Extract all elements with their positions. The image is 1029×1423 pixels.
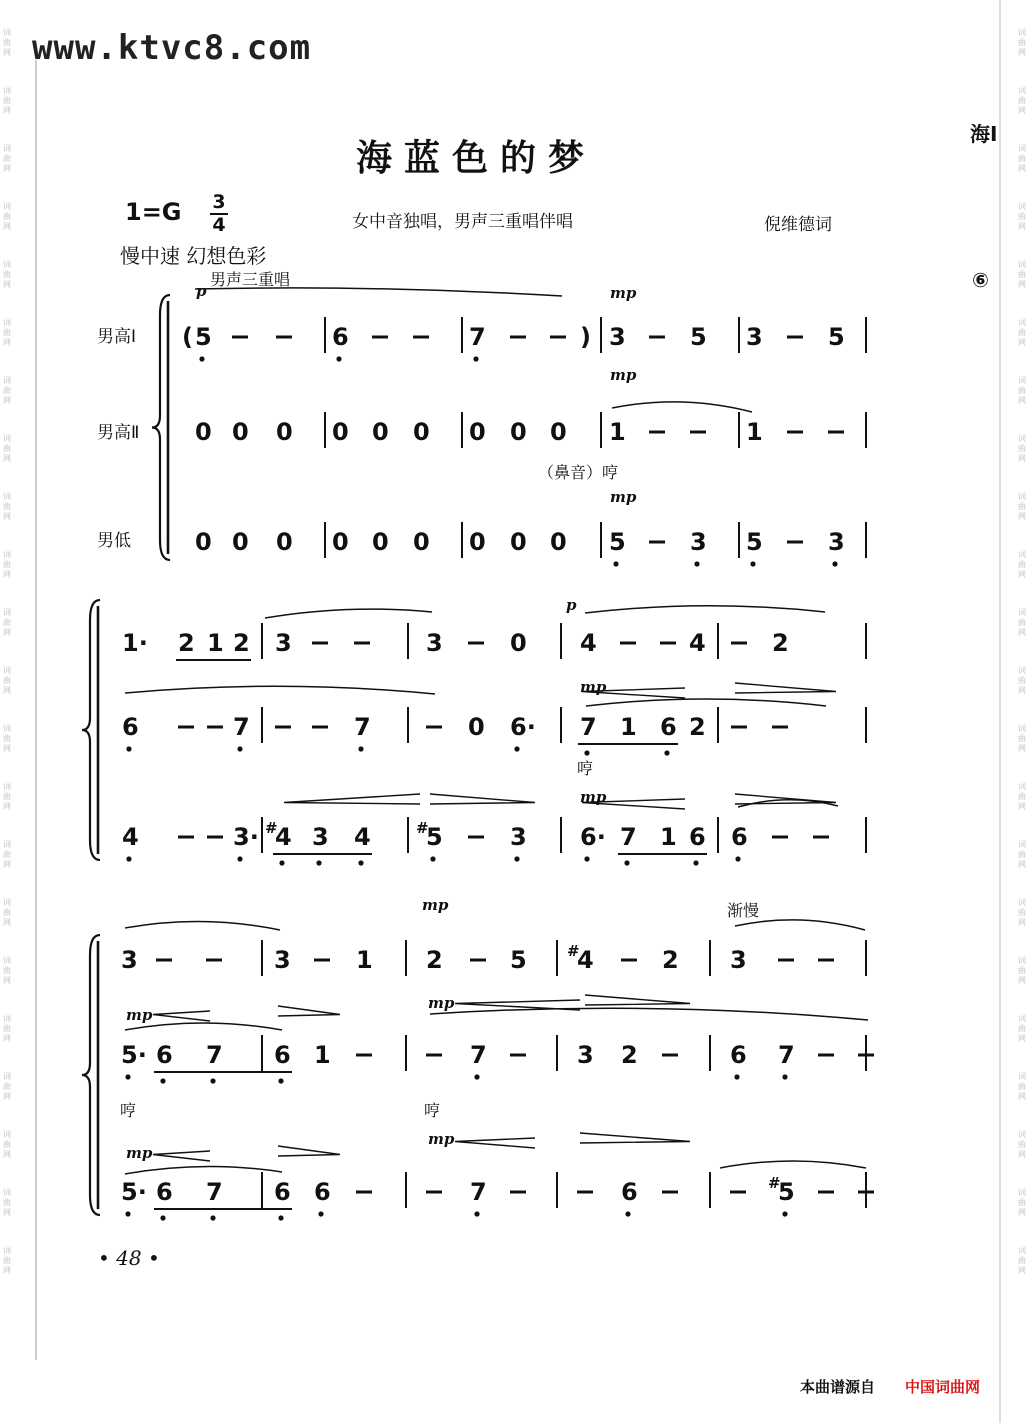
- dynamic-mp: mp: [428, 994, 455, 1012]
- numbered-note: 0: [550, 528, 567, 556]
- low-octave-dot: [125, 1211, 130, 1216]
- numbered-note: 6: [731, 823, 748, 851]
- sharp-sign: #: [265, 819, 278, 837]
- crescendo-hairpin: [582, 688, 685, 698]
- strip-glyphs: 词 曲 网: [3, 1014, 11, 1043]
- performers-note: 女中音独唱，男声三重唱伴唱: [352, 212, 573, 232]
- low-octave-dot: [613, 561, 618, 566]
- dynamic-mp: mp: [422, 896, 449, 914]
- slur-arc: [612, 402, 752, 412]
- numbered-note: 0: [195, 528, 212, 556]
- part-note: 男声三重唱: [210, 270, 291, 289]
- numbered-note: 5: [510, 946, 527, 974]
- low-octave-dot: [734, 1074, 739, 1079]
- time-signature-bottom: 4: [212, 214, 226, 236]
- low-octave-dot: [514, 746, 519, 751]
- sharp-sign: #: [567, 942, 580, 960]
- decrescendo-hairpin: [278, 1006, 340, 1016]
- low-octave-dot: [750, 561, 755, 566]
- dynamic-mp: mp: [610, 488, 637, 506]
- numbered-note: 7: [469, 323, 486, 351]
- numbered-note: 2: [621, 1041, 638, 1069]
- numbered-note: 7: [580, 713, 597, 741]
- dynamic-mp: mp: [610, 366, 637, 384]
- numbered-note: 6: [274, 1178, 291, 1206]
- time-signature-top: 3: [212, 191, 226, 213]
- strip-glyphs: 词 曲 网: [3, 28, 11, 57]
- voice-label-tenor-2: 男高Ⅱ: [97, 423, 140, 443]
- lyric-hum: 哼: [120, 1101, 137, 1120]
- numbered-note: 6: [156, 1178, 173, 1206]
- strip-glyphs: 词 曲 网: [3, 492, 11, 521]
- strip-glyphs: 词 曲 网: [3, 550, 11, 579]
- slur-arc: [125, 1023, 282, 1030]
- numbered-note: 5: [778, 1178, 795, 1206]
- numbered-note: 0: [510, 418, 527, 446]
- numbered-note: 3: [426, 629, 443, 657]
- key-signature: 1=G: [125, 198, 182, 226]
- numbered-note: 5: [746, 528, 763, 556]
- strip-glyphs: 词 曲 网: [3, 434, 11, 463]
- dynamic-p: p: [566, 596, 577, 614]
- slur-arc: [125, 686, 435, 694]
- numbered-note: 6: [621, 1178, 638, 1206]
- strip-glyphs: 词 曲 网: [1018, 1188, 1026, 1217]
- numbered-note: 0: [332, 528, 349, 556]
- numbered-note: 1: [609, 418, 626, 446]
- numbered-note: 5·: [121, 1041, 147, 1069]
- numbered-note: 3: [274, 946, 291, 974]
- strip-glyphs: 词 曲 网: [1018, 434, 1026, 463]
- voice-label-bass: 男低: [97, 531, 131, 551]
- decrescendo-hairpin: [430, 794, 535, 804]
- numbered-note: 7: [620, 823, 637, 851]
- strip-glyphs: 词 曲 网: [3, 1130, 11, 1159]
- lyric-hum: 哼: [424, 1101, 441, 1120]
- numbered-note: 5: [426, 823, 443, 851]
- numbered-note: 1: [356, 946, 373, 974]
- dynamic-mp: mp: [126, 1006, 153, 1024]
- strip-glyphs: 词 曲 网: [3, 86, 11, 115]
- numbered-note: 0: [332, 418, 349, 446]
- low-octave-dot: [625, 1211, 630, 1216]
- numbered-note: 0: [276, 528, 293, 556]
- low-octave-dot: [126, 856, 131, 861]
- strip-glyphs: 词 曲 网: [3, 898, 11, 927]
- slur-arc: [430, 1008, 868, 1020]
- strip-glyphs: 词 曲 网: [1018, 724, 1026, 753]
- page-number: • 48 •: [98, 1246, 160, 1270]
- strip-glyphs: 词 曲 网: [1018, 492, 1026, 521]
- strip-glyphs: 词 曲 网: [3, 202, 11, 231]
- low-octave-dot: [336, 356, 341, 361]
- decrescendo-hairpin: [278, 1146, 340, 1156]
- numbered-note: 1: [620, 713, 637, 741]
- crescendo-hairpin: [455, 1138, 535, 1148]
- low-octave-dot: [473, 356, 478, 361]
- decrescendo-hairpin: [585, 995, 690, 1005]
- strip-glyphs: 词 曲 网: [3, 260, 11, 289]
- low-octave-dot: [199, 356, 204, 361]
- strip-glyphs: 词 曲 网: [3, 1072, 11, 1101]
- low-octave-dot: [514, 856, 519, 861]
- low-octave-dot: [160, 1078, 165, 1083]
- numbered-note: 6·: [580, 823, 606, 851]
- numbered-note: 4: [122, 823, 139, 851]
- numbered-note: 3·: [233, 823, 259, 851]
- numbered-note: 0: [232, 418, 249, 446]
- low-octave-dot: [832, 561, 837, 566]
- numbered-note: 1: [660, 823, 677, 851]
- strip-glyphs: 词 曲 网: [1018, 28, 1026, 57]
- low-octave-dot: [316, 860, 321, 865]
- low-octave-dot: [584, 750, 589, 755]
- low-octave-dot: [782, 1211, 787, 1216]
- song-title: 海蓝色的梦: [356, 137, 597, 179]
- numbered-note: 3: [121, 946, 138, 974]
- dynamic-mp: mp: [126, 1144, 153, 1162]
- low-octave-dot: [125, 1074, 130, 1079]
- low-octave-dot: [474, 1211, 479, 1216]
- numbered-note: 7: [206, 1041, 223, 1069]
- strip-glyphs: 词 曲 网: [3, 376, 11, 405]
- lyricist-credit: 倪维德词: [764, 215, 832, 235]
- numbered-note: 6: [274, 1041, 291, 1069]
- strip-glyphs: 词 曲 网: [3, 318, 11, 347]
- slur-arc: [735, 920, 865, 930]
- slur-arc: [585, 606, 825, 613]
- numbered-note: 2: [233, 629, 250, 657]
- numbered-note: 3: [275, 629, 292, 657]
- source-site: 中国词曲网: [905, 1378, 981, 1396]
- numbered-note: 6: [314, 1178, 331, 1206]
- numbered-note: 7: [354, 713, 371, 741]
- numbered-note: 0: [468, 713, 485, 741]
- strip-glyphs: 词 曲 网: [1018, 376, 1026, 405]
- strip-glyphs: 词 曲 网: [1018, 956, 1026, 985]
- numbered-note: 0: [510, 528, 527, 556]
- low-octave-dot: [474, 1074, 479, 1079]
- strip-glyphs: 词 曲 网: [3, 608, 11, 637]
- numbered-note: 0: [413, 418, 430, 446]
- strip-glyphs: 词 曲 网: [3, 956, 11, 985]
- numbered-note: 6: [156, 1041, 173, 1069]
- tempo-change: 渐慢: [727, 901, 760, 920]
- strip-glyphs: 词 曲 网: [3, 724, 11, 753]
- dynamic-mp: mp: [428, 1130, 455, 1148]
- numbered-note: 7: [470, 1178, 487, 1206]
- slur-arc: [586, 699, 826, 706]
- numbered-note: 1: [207, 629, 224, 657]
- strip-glyphs: 词 曲 网: [1018, 260, 1026, 289]
- numbered-note: 3: [577, 1041, 594, 1069]
- crescendo-hairpin: [582, 799, 685, 809]
- numbered-note: 5: [195, 323, 212, 351]
- strip-glyphs: 词 曲 网: [1018, 550, 1026, 579]
- low-octave-dot: [318, 1211, 323, 1216]
- numbered-note: 5: [690, 323, 707, 351]
- strip-glyphs: 词 曲 网: [1018, 1072, 1026, 1101]
- slur-arc: [265, 609, 432, 618]
- numbered-note: 7: [206, 1178, 223, 1206]
- numbered-note: 0: [195, 418, 212, 446]
- crescendo-hairpin: [153, 1151, 210, 1161]
- strip-glyphs: 词 曲 网: [1018, 1246, 1026, 1275]
- numbered-note: 5·: [121, 1178, 147, 1206]
- numbered-note: 4: [275, 823, 292, 851]
- low-octave-dot: [624, 860, 629, 865]
- strip-glyphs: 词 曲 网: [1018, 1014, 1026, 1043]
- low-octave-dot: [694, 561, 699, 566]
- strip-glyphs: 词 曲 网: [1018, 840, 1026, 869]
- numbered-note: 3: [510, 823, 527, 851]
- strip-glyphs: 词 曲 网: [1018, 86, 1026, 115]
- numbered-note: 5: [609, 528, 626, 556]
- numbered-note: 1·: [122, 629, 148, 657]
- numbered-note: 4: [580, 629, 597, 657]
- dynamic-p: p: [196, 282, 207, 300]
- numbered-note: 2: [772, 629, 789, 657]
- low-octave-dot: [358, 860, 363, 865]
- numbered-note: 0: [510, 629, 527, 657]
- numbered-note: 7: [233, 713, 250, 741]
- sharp-sign: #: [416, 819, 429, 837]
- crescendo-hairpin: [153, 1011, 210, 1021]
- source-label: 本曲谱源自: [800, 1378, 876, 1396]
- low-octave-dot: [693, 860, 698, 865]
- low-octave-dot: [278, 1078, 283, 1083]
- numbered-note: 1: [314, 1041, 331, 1069]
- numbered-note: 0: [469, 418, 486, 446]
- numbered-note: 0: [372, 528, 389, 556]
- dynamic-mp: mp: [610, 284, 637, 302]
- numbered-note: 0: [276, 418, 293, 446]
- dynamic-mp: mp: [580, 788, 607, 806]
- numbered-note: 4: [577, 946, 594, 974]
- circled-number: ⑥: [972, 268, 989, 292]
- numbered-note: 5: [828, 323, 845, 351]
- repeat-paren-close: ): [580, 323, 591, 351]
- numbered-note: 6: [122, 713, 139, 741]
- strip-glyphs: 词 曲 网: [1018, 318, 1026, 347]
- numbered-note: 4: [354, 823, 371, 851]
- lyric-humming-nasal: （鼻音）哼: [538, 463, 619, 482]
- numbered-note: 0: [550, 418, 567, 446]
- next-page-fragment: 海I: [970, 122, 998, 146]
- numbered-note: 7: [778, 1041, 795, 1069]
- low-octave-dot: [782, 1074, 787, 1079]
- low-octave-dot: [584, 856, 589, 861]
- numbered-note: 3: [312, 823, 329, 851]
- repeat-paren-open: (: [182, 323, 193, 351]
- strip-glyphs: 词 曲 网: [3, 1188, 11, 1217]
- slur-arc: [125, 921, 280, 930]
- lyric-hum: 哼: [577, 759, 594, 778]
- low-octave-dot: [430, 856, 435, 861]
- numbered-note: 0: [413, 528, 430, 556]
- strip-glyphs: 词 曲 网: [1018, 898, 1026, 927]
- slur-arc: [720, 1161, 866, 1168]
- low-octave-dot: [210, 1078, 215, 1083]
- numbered-note: 1: [746, 418, 763, 446]
- numbered-note: 7: [470, 1041, 487, 1069]
- numbered-note: 3: [828, 528, 845, 556]
- numbered-note: 3: [690, 528, 707, 556]
- sharp-sign: #: [768, 1174, 781, 1192]
- strip-glyphs: 词 曲 网: [1018, 1130, 1026, 1159]
- low-octave-dot: [237, 856, 242, 861]
- numbered-note: 3: [730, 946, 747, 974]
- slur-arc: [125, 1166, 282, 1174]
- crescendo-hairpin: [455, 1000, 580, 1010]
- phrase-arc: [195, 288, 562, 296]
- strip-glyphs: 词 曲 网: [3, 782, 11, 811]
- strip-glyphs: 词 曲 网: [1018, 608, 1026, 637]
- numbered-note: 6: [332, 323, 349, 351]
- low-octave-dot: [210, 1215, 215, 1220]
- strip-glyphs: 词 曲 网: [1018, 144, 1026, 173]
- strip-glyphs: 词 曲 网: [3, 840, 11, 869]
- numbered-note: 2: [178, 629, 195, 657]
- numbered-note: 0: [232, 528, 249, 556]
- numbered-note: 2: [662, 946, 679, 974]
- voice-label-tenor-1: 男高Ⅰ: [97, 327, 137, 347]
- decrescendo-hairpin: [580, 1133, 690, 1143]
- low-octave-dot: [664, 750, 669, 755]
- numbered-note: 2: [426, 946, 443, 974]
- site-watermark: www.ktvc8.com: [32, 28, 312, 68]
- decrescendo-hairpin: [735, 794, 836, 804]
- numbered-note: 6: [689, 823, 706, 851]
- dynamic-mp: mp: [580, 678, 607, 696]
- strip-glyphs: 词 曲 网: [1018, 666, 1026, 695]
- tempo-marking: 慢中速 幻想色彩: [120, 244, 267, 268]
- numbered-note: 6·: [510, 713, 536, 741]
- strip-glyphs: 词 曲 网: [1018, 202, 1026, 231]
- strip-glyphs: 词 曲 网: [3, 144, 11, 173]
- numbered-note: 3: [746, 323, 763, 351]
- numbered-note: 0: [372, 418, 389, 446]
- strip-glyphs: 词 曲 网: [3, 666, 11, 695]
- strip-glyphs: 词 曲 网: [3, 1246, 11, 1275]
- numbered-note: 6: [730, 1041, 747, 1069]
- low-octave-dot: [735, 856, 740, 861]
- decrescendo-hairpin: [735, 683, 836, 693]
- low-octave-dot: [278, 1215, 283, 1220]
- low-octave-dot: [160, 1215, 165, 1220]
- numbered-note: 2: [689, 713, 706, 741]
- low-octave-dot: [279, 860, 284, 865]
- numbered-note: 6: [660, 713, 677, 741]
- numbered-note: 3: [609, 323, 626, 351]
- low-octave-dot: [126, 746, 131, 751]
- numbered-note: 4: [689, 629, 706, 657]
- low-octave-dot: [358, 746, 363, 751]
- numbered-note: 0: [469, 528, 486, 556]
- crescendo-hairpin: [284, 794, 420, 804]
- strip-glyphs: 词 曲 网: [1018, 782, 1026, 811]
- low-octave-dot: [237, 746, 242, 751]
